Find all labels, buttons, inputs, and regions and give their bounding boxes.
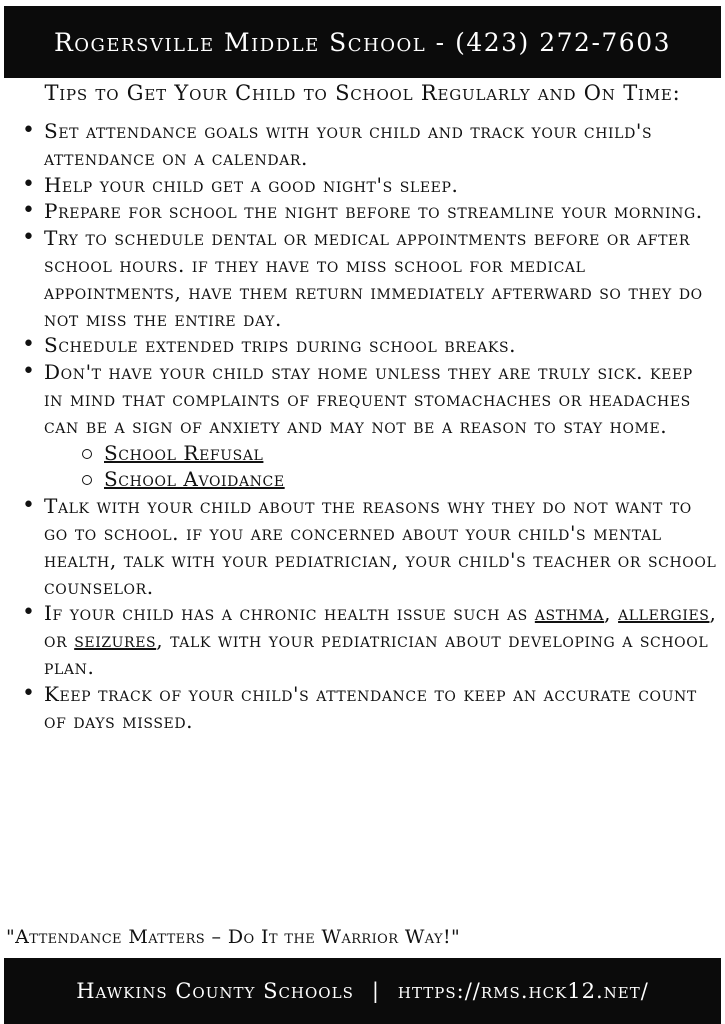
list-item: • try to schedule dental or medical appointments before or after school hours. if they have to miss school for medical appointments, have them return immediately afterward so they do not miss the entire day.: [22, 225, 703, 331]
sub-list-item: [82, 440, 717, 467]
bullet-icon: •: [22, 198, 36, 224]
bullet-icon: •: [22, 680, 36, 706]
list-item: • keep track of your child's attendance to keep an accurate count of days missed.: [22, 680, 697, 733]
tips-heading: Tips to Get Your Child to School Regularly and On Time:: [44, 81, 681, 105]
bullet-icon: •: [22, 225, 36, 251]
footer-separator: |: [371, 979, 380, 1003]
footer-bar: [4, 958, 721, 1024]
main-content: [0, 78, 725, 734]
bullet-icon: •: [22, 359, 36, 385]
list-item: • help your child get a good night's sleep.: [22, 171, 459, 197]
sub-link-list: [44, 440, 717, 494]
header-title: Rogersville Middle School - (423) 272-7603: [53, 27, 672, 57]
seizures-link[interactable]: seizures: [74, 628, 157, 653]
list-item: • set attendance goals with your child and track your child's attendance on a calendar.: [22, 118, 653, 170]
bullet-icon: •: [22, 493, 36, 519]
school-avoidance-link[interactable]: School Avoidance: [104, 467, 285, 492]
list-item: • if your child has a chronic health issue such as asthma, allergies, or seizures, talk with your pediatrician about developing a school plan.: [22, 600, 717, 679]
bullet-icon: •: [22, 118, 36, 143]
tips-list: [0, 118, 725, 734]
list-item: • talk with your child about the reasons why they do not want to go to school. if you are concerned about your child's mental health, talk with your pediatrician, your child's teacher or school counselor.: [22, 493, 717, 599]
circle-bullet-icon: [82, 449, 92, 459]
header-bar: [4, 6, 721, 78]
list-item: • don't have your child stay home unless they are truly sick. keep in mind that complaints of frequent stomachaches or headaches can be a sign of anxiety and may not be a reason to stay home. School Refusal School Avoidance: [20, 359, 717, 493]
slogan-quote: "Attendance Matters – Do It the Warrior Way!": [6, 926, 461, 948]
bullet-icon: •: [22, 332, 36, 358]
allergies-link[interactable]: allergies: [618, 601, 710, 626]
footer-url-link[interactable]: https://rms.hck12.net/: [397, 979, 649, 1003]
list-item: • prepare for school the night before to streamline your morning.: [22, 198, 703, 224]
footer-org: Hawkins County Schools: [76, 979, 354, 1003]
bullet-icon: •: [22, 600, 36, 626]
circle-bullet-icon: [82, 475, 92, 485]
sub-list-item: [82, 466, 717, 493]
bullet-icon: •: [22, 171, 36, 197]
list-item: • schedule extended trips during school breaks.: [22, 332, 517, 358]
asthma-link[interactable]: asthma: [534, 601, 605, 626]
school-refusal-link[interactable]: School Refusal: [104, 440, 264, 465]
